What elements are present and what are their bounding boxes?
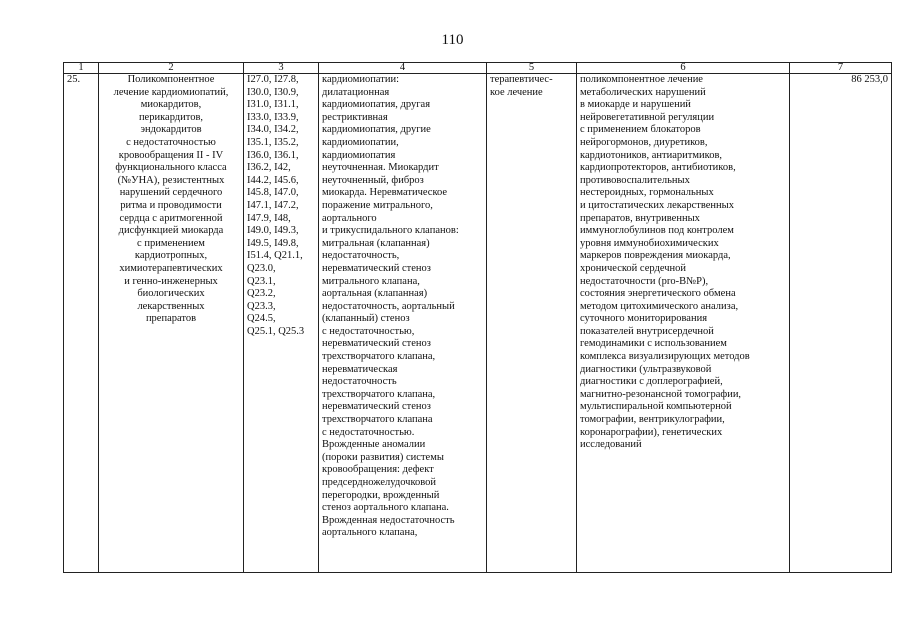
text-line: комплекса визуализирующих методов xyxy=(580,351,750,363)
text-line: и трикуспидального клапанов: xyxy=(322,225,459,237)
text-line: нейровегетативной регуляции xyxy=(580,111,715,123)
text-line: стеноз аортального клапана. xyxy=(322,502,449,514)
text-line: миокардитов, xyxy=(140,99,202,111)
text-line: I49.0, I49.3, xyxy=(247,225,299,237)
text-line: маркеров повреждения миокарда, xyxy=(580,250,731,262)
column-number-2: 2 xyxy=(99,63,244,74)
text-line: I51.4, Q21.1, xyxy=(247,250,303,262)
text-line: иммуноглобулинов под контролем xyxy=(580,225,734,237)
column-number-7: 7 xyxy=(790,63,892,74)
text-line: I49.5, I49.8, xyxy=(247,237,299,249)
text-line: кардиомиопатия, другие xyxy=(322,124,431,136)
text-line: I47.1, I47.2, xyxy=(247,199,299,211)
column-number-1: 1 xyxy=(64,63,99,74)
text-line: I30.0, I30.9, xyxy=(247,86,299,98)
text-line: неуточненная. Миокардит xyxy=(322,162,439,174)
text-line: дисфункцией миокарда xyxy=(118,225,224,237)
text-line: препаратов xyxy=(145,313,197,325)
text-line: нейрогормонов, диуретиков, xyxy=(580,136,708,148)
treatment-type-cell xyxy=(487,74,577,573)
text-line: Q23.1, xyxy=(247,275,276,287)
text-line: биологических xyxy=(137,288,205,300)
text-line: I33.0, I33.9, xyxy=(247,111,299,123)
text-line: (№УНА), резистентных xyxy=(117,174,225,186)
text-line: нарушений сердечного xyxy=(119,187,223,199)
text-line: с недостаточностью xyxy=(126,136,216,148)
text-line: поражение митрального, xyxy=(322,199,433,211)
text-line: I44.2, I45.6, xyxy=(247,174,299,186)
column-number-5: 5 xyxy=(487,63,577,74)
text-line: поликомпонентное лечение xyxy=(580,74,703,85)
cost-cell: 86 253,0 xyxy=(790,74,892,573)
text-line: суточного мониторирования xyxy=(580,313,708,325)
text-line: I47.9, I48, xyxy=(247,212,291,224)
text-line: с применением блокаторов xyxy=(580,124,701,136)
text-line: аортального клапана, xyxy=(322,527,418,539)
text-line: магнитно-резонансной томографии, xyxy=(580,388,742,400)
text-line: I31.0, I31.1, xyxy=(247,99,299,111)
text-line: кардиомиопатии, xyxy=(322,136,399,148)
text-line: неревматический стеноз xyxy=(322,401,431,413)
text-line: нестероидных, гормональных xyxy=(580,187,714,199)
text-line: мультиспиральной компьютерной xyxy=(580,401,732,413)
text-line: Q23.0, xyxy=(247,262,276,274)
text-line: лекарственных xyxy=(137,300,205,312)
table-row xyxy=(64,74,892,573)
text-line: показателей внутрисердечной xyxy=(580,325,714,337)
page-number: 110 xyxy=(441,32,464,48)
text-line: недостаточность, аортальный xyxy=(322,300,455,312)
text-line: I36.2, I42, xyxy=(247,162,291,174)
column-number-6: 6 xyxy=(577,63,790,74)
text-line: неревматический стеноз xyxy=(322,338,431,350)
text-line: перикардитов, xyxy=(138,111,204,123)
text-line: в миокарде и нарушений xyxy=(580,99,691,111)
text-line: Q24.5, xyxy=(247,313,276,325)
text-line: митральная (клапанная) xyxy=(322,237,430,249)
diagnosis-cell xyxy=(319,74,487,573)
column-number-3: 3 xyxy=(244,63,319,74)
text-line: и цитостатических лекарственных xyxy=(580,199,734,211)
text-line: лечение кардиомиопатий, xyxy=(113,86,229,98)
text-line: с недостаточностью, xyxy=(322,325,415,337)
text-line: кое лечение xyxy=(490,86,543,98)
text-line: терапевтичес- xyxy=(490,74,553,85)
services-table xyxy=(63,62,892,573)
text-line: кардиотропных, xyxy=(134,250,208,262)
text-line: хронической сердечной xyxy=(580,262,686,274)
text-line: миокарда. Неревматическое xyxy=(322,187,448,199)
text-line: I34.0, I34.2, xyxy=(247,124,299,136)
icd-codes-cell xyxy=(244,74,319,573)
text-line: диагностики с доплерографией, xyxy=(580,376,723,388)
text-line: трехстворчатого клапана, xyxy=(322,351,436,363)
text-line: исследований xyxy=(580,439,642,451)
text-line: Врожденная недостаточность xyxy=(322,514,455,526)
text-line: (клапанный) стеноз xyxy=(322,313,410,325)
text-line: предсердножелудочковой xyxy=(322,477,437,488)
text-line: I45.8, I47.0, xyxy=(247,187,299,199)
text-line: аортального xyxy=(322,212,377,224)
text-line: неревматический стеноз xyxy=(322,262,431,274)
text-line: сердца с аритмогенной xyxy=(119,212,223,224)
text-line: перегородки, врожденный xyxy=(322,489,440,501)
text-line: препаратов, внутривенных xyxy=(580,212,700,224)
text-line: дилатационная xyxy=(322,86,390,98)
text-line: диагностики (ультразвуковой xyxy=(580,363,712,375)
text-line: кардиомиопатии: xyxy=(322,74,399,85)
service-name-cell xyxy=(99,74,244,573)
text-line: кардиопротекторов, антибиотиков, xyxy=(580,162,736,174)
text-line: митрального клапана, xyxy=(322,275,420,287)
text-line: недостаточности (pro-B№P), xyxy=(580,275,709,287)
text-line: I35.1, I35.2, xyxy=(247,136,299,148)
text-line: ритма и проводимости xyxy=(120,199,222,211)
text-line: неревматическая xyxy=(322,363,398,375)
text-line: функционального класса xyxy=(115,162,227,174)
text-line: кардиотоников, антиаритмиков, xyxy=(580,149,723,161)
text-line: эндокардитов xyxy=(140,124,202,136)
row-number-cell: 25. xyxy=(64,74,99,573)
text-line: (пороки развития) системы xyxy=(322,451,444,463)
text-line: гемодинамики с использованием xyxy=(580,338,727,350)
text-line: недостаточность, xyxy=(322,250,400,262)
text-line: кровообращения: дефект xyxy=(322,464,434,476)
text-line: кардиомиопатия, другая xyxy=(322,99,431,111)
text-line: I36.0, I36.1, xyxy=(247,149,299,161)
text-line: трехстворчатого клапана xyxy=(322,414,433,426)
text-line: неуточненный, фиброз xyxy=(322,174,424,186)
text-line: с применением xyxy=(137,237,205,249)
text-line: противовоспалительных xyxy=(580,174,690,186)
text-line: томографии, вентрикулографии, xyxy=(580,414,725,426)
column-number-row xyxy=(64,63,892,74)
text-line: коронарографии), генетических xyxy=(580,426,723,438)
text-line: аортальная (клапанная) xyxy=(322,288,428,300)
text-line: Q23.2, xyxy=(247,288,276,300)
text-line: Q25.1, Q25.3 xyxy=(247,325,305,337)
text-line: и генно-инженерных xyxy=(124,275,218,287)
text-line: недостаточность xyxy=(322,376,397,388)
text-line: с недостаточностью. xyxy=(322,426,415,438)
text-line: методом цитохимического анализа, xyxy=(580,300,739,312)
column-number-4: 4 xyxy=(319,63,487,74)
text-line: уровня иммунобиохимических xyxy=(580,237,719,249)
text-line: состояния энергетического обмена xyxy=(580,288,736,300)
text-line: Поликомпонентное xyxy=(127,74,215,85)
text-line: кровообращения II - IV xyxy=(118,149,224,161)
text-line: I27.0, I27.8, xyxy=(247,74,299,85)
text-line: Q23.3, xyxy=(247,300,276,312)
text-line: Врожденные аномалии xyxy=(322,439,426,451)
text-line: кардиомиопатия xyxy=(322,149,396,161)
text-line: метаболических нарушений xyxy=(580,86,706,98)
text-line: рестриктивная xyxy=(322,111,388,123)
text-line: химиотерапевтических xyxy=(119,262,223,274)
treatment-method-cell xyxy=(577,74,790,573)
text-line: трехстворчатого клапана, xyxy=(322,388,436,400)
